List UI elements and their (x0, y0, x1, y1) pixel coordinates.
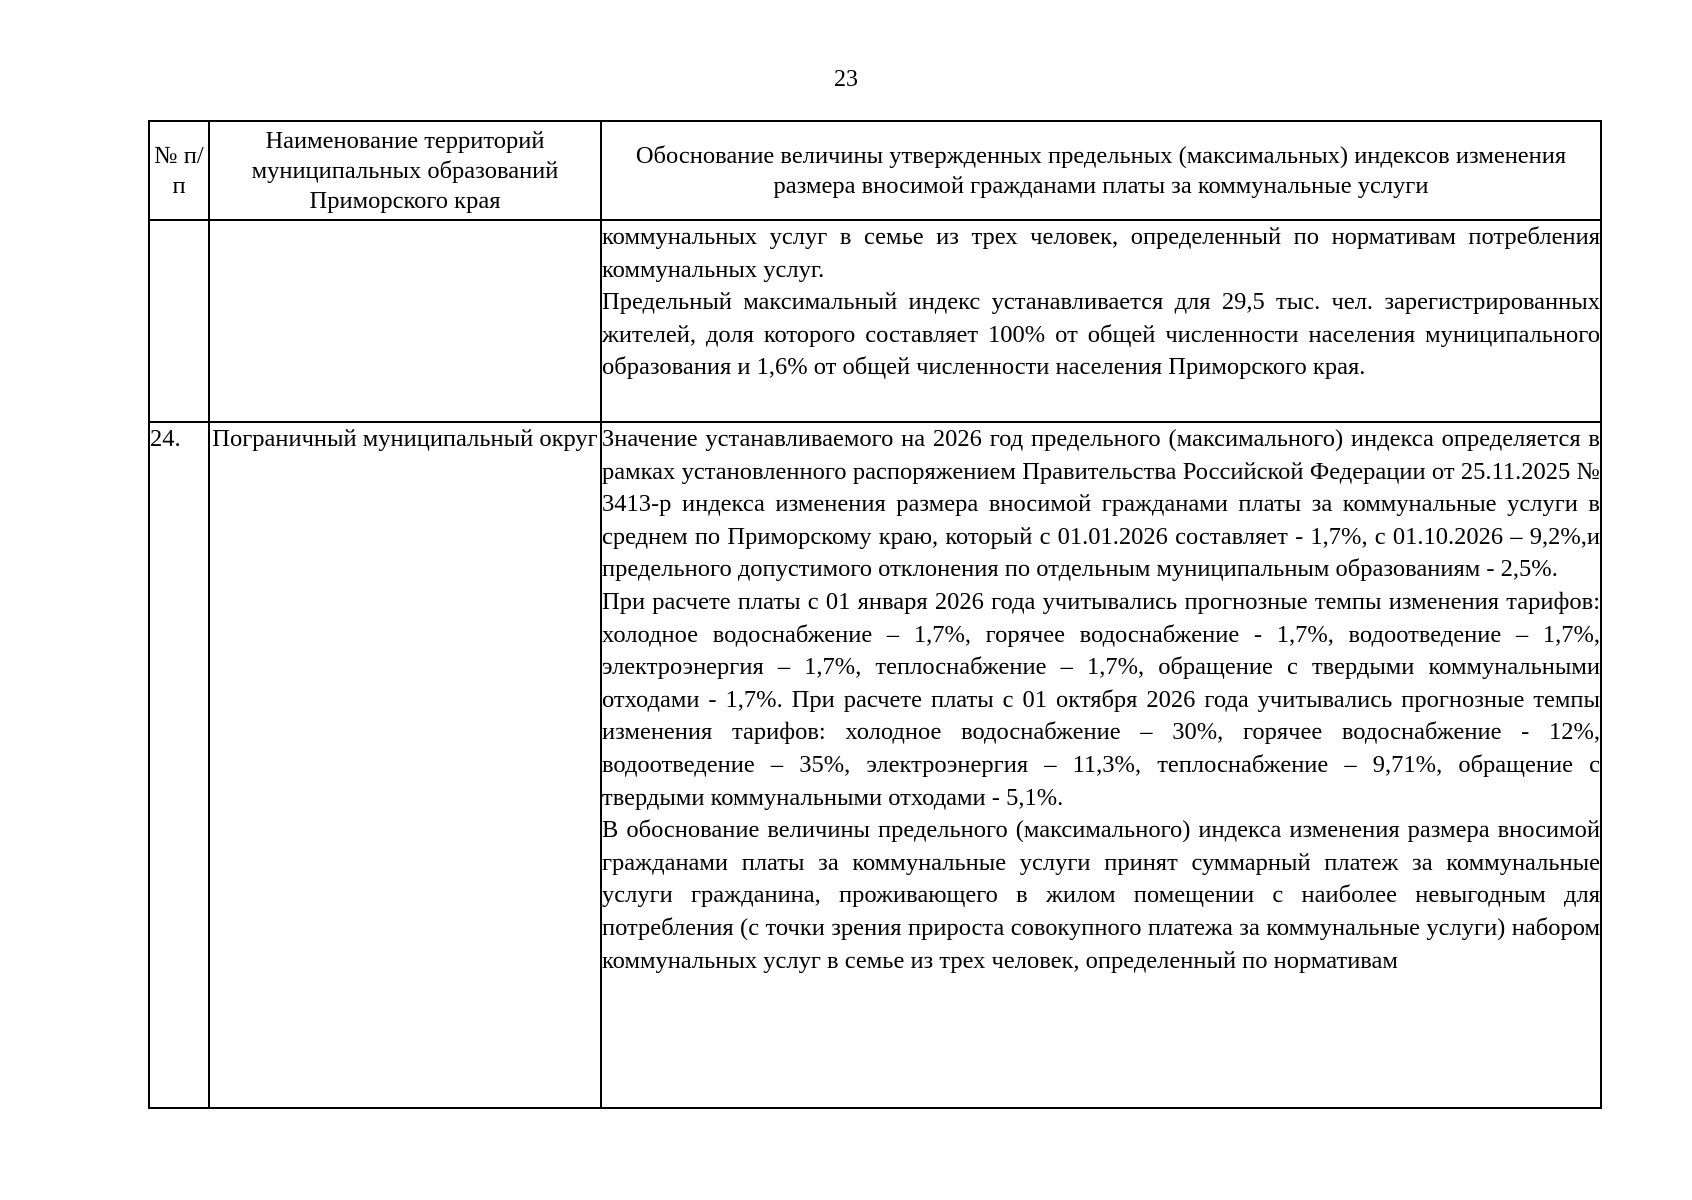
row-number-cell (149, 220, 209, 422)
table-header-row (149, 121, 1601, 220)
justification-paragraph: Предельный максимальный индекс устанавливается для 29,5 тыс. чел. зарегистрированных жителей, доля которого составляет 100% от общей численности населения муниципального образования и 1,6% от общей численности населения Приморского края. (602, 288, 1600, 381)
row-justification-cell (601, 220, 1601, 422)
justification-paragraph: При расчете платы с 01 января 2026 года учитывались прогнозные темпы изменения тарифов: холодное водоснабжение – 1,7%, горячее водоснабжение - 1,7%, водоотведение – 1,7%, электроэнергия – 1,7%, теплоснабжение – 1,7%, обращение с твердыми коммунальными отходами - 1,7%. При расчете платы с 01 октября 2026 года учитывались прогнозные темпы изменения тарифов: холодное водоснабжение – 30%, горячее водоснабжение - 12%, водоотведение – 35%, электроэнергия – 11,3%, теплоснабжение – 9,71%, обращение с твердыми коммунальными отходами - 5,1%. (602, 587, 1600, 811)
header-justification-cell: Обоснование величины утвержденных предельных (максимальных) индексов изменения размера вносимой гражданами платы за коммунальные услуги (601, 121, 1601, 220)
justification-paragraph: В обоснование величины предельного (максимального) индекса изменения размера вносимой гражданами платы за коммунальные услуги принят суммарный платеж за коммунальные услуги гражданина, проживающего в жилом помещении с наиболее невыгодным для потребления (с точки зрения прироста совокупного платежа за коммунальные услуги) набором коммунальных услуг в семье из трех человек, определенный по нормативам (602, 816, 1600, 974)
row-territory-cell: Пограничный муниципальный округ (209, 422, 601, 1108)
row-justification-cell (601, 422, 1601, 1108)
table-row (149, 422, 1601, 1108)
row-number-cell: 24. (149, 422, 209, 1108)
justification-paragraph: коммунальных услуг в семье из трех человек, определенный по нормативам потребления коммунальных услуг. (602, 223, 1600, 283)
header-territory-cell: Наименование территорий муниципальных образований Приморского края (209, 121, 601, 220)
justification-table (148, 120, 1602, 1109)
table-row (149, 220, 1601, 422)
justification-paragraph: Значение устанавливаемого на 2026 год предельного (максимального) индекса определяется в рамках установленного распоряжением Правительства Российской Федерации от 25.11.2025 № 3413-р индекса изменения размера вносимой гражданами платы за коммунальные услуги в среднем по Приморскому краю, который с 01.01.2026 составляет - 1,7%, с 01.10.2026 – 9,2%,и предельного допустимого отклонения по отдельным муниципальным образованиям - 2,5%. (602, 425, 1600, 583)
page-number: 23 (834, 66, 858, 92)
row-territory-cell (209, 220, 601, 422)
header-number-cell: № п/п (149, 121, 209, 220)
